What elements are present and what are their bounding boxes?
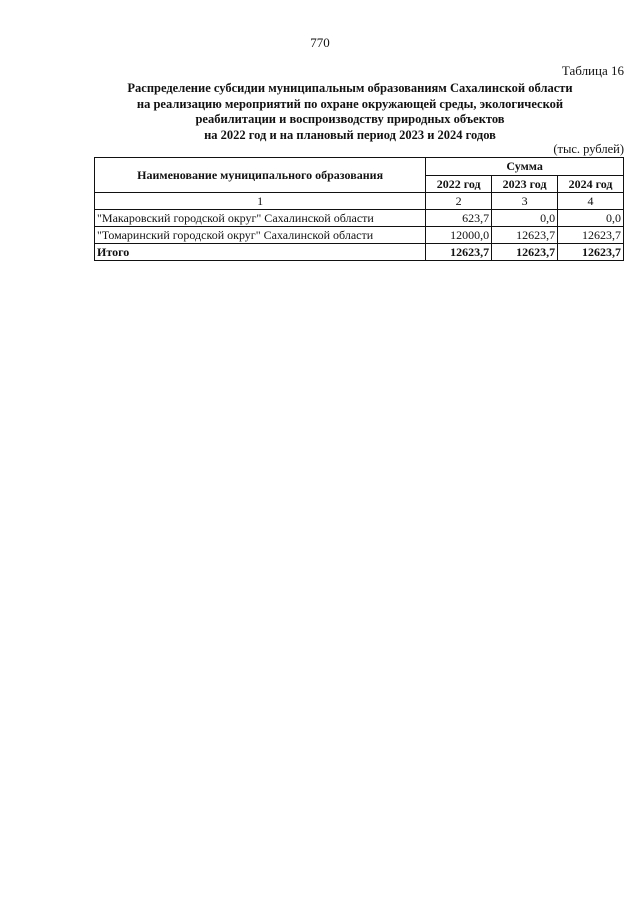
total-label-cell: Итого (95, 244, 426, 261)
total-row (95, 244, 624, 261)
col-number-cell: 1 (95, 193, 426, 210)
total-value-cell: 12623,7 (558, 244, 624, 261)
column-number-row (95, 193, 624, 210)
table-row (95, 227, 624, 244)
col-number-cell: 3 (492, 193, 558, 210)
header-year-2023: 2023 год (492, 175, 558, 193)
value-cell: 623,7 (426, 210, 492, 227)
header-row (95, 158, 624, 176)
page-number: 770 (310, 35, 330, 50)
municipality-name-cell: "Томаринский городской округ" Сахалинской области (95, 227, 426, 244)
title-line-3: реабилитации и воспроизводству природных объектов (195, 112, 505, 126)
header-sum-cell: Сумма (426, 158, 624, 176)
col-number-cell: 2 (426, 193, 492, 210)
title-line-2: на реализацию мероприятий по охране окружающей среды, экологической (136, 96, 564, 111)
municipality-name-cell: "Макаровский городской округ" Сахалинской области (95, 210, 426, 227)
value-cell: 0,0 (492, 210, 558, 227)
title-line-1: Распределение субсидии муниципальным образованиям Сахалинской области (127, 81, 573, 95)
subsidy-table (94, 157, 624, 261)
table-label: Таблица 16 (561, 63, 624, 78)
table-row (95, 210, 624, 227)
value-cell: 12623,7 (492, 227, 558, 244)
header-name-cell: Наименование муниципального образования (95, 158, 426, 193)
total-value-cell: 12623,7 (492, 244, 558, 261)
header-year-2024: 2024 год (558, 175, 624, 193)
units-label: (тыс. рублей) (553, 142, 624, 156)
title-line-4: на 2022 год и на плановый период 2023 и 2024 годов (204, 127, 496, 142)
document-title (60, 81, 640, 143)
col-number-cell: 4 (558, 193, 624, 210)
value-cell: 0,0 (558, 210, 624, 227)
value-cell: 12000,0 (426, 227, 492, 244)
value-cell: 12623,7 (558, 227, 624, 244)
header-year-2022: 2022 год (426, 175, 492, 193)
total-value-cell: 12623,7 (426, 244, 492, 261)
